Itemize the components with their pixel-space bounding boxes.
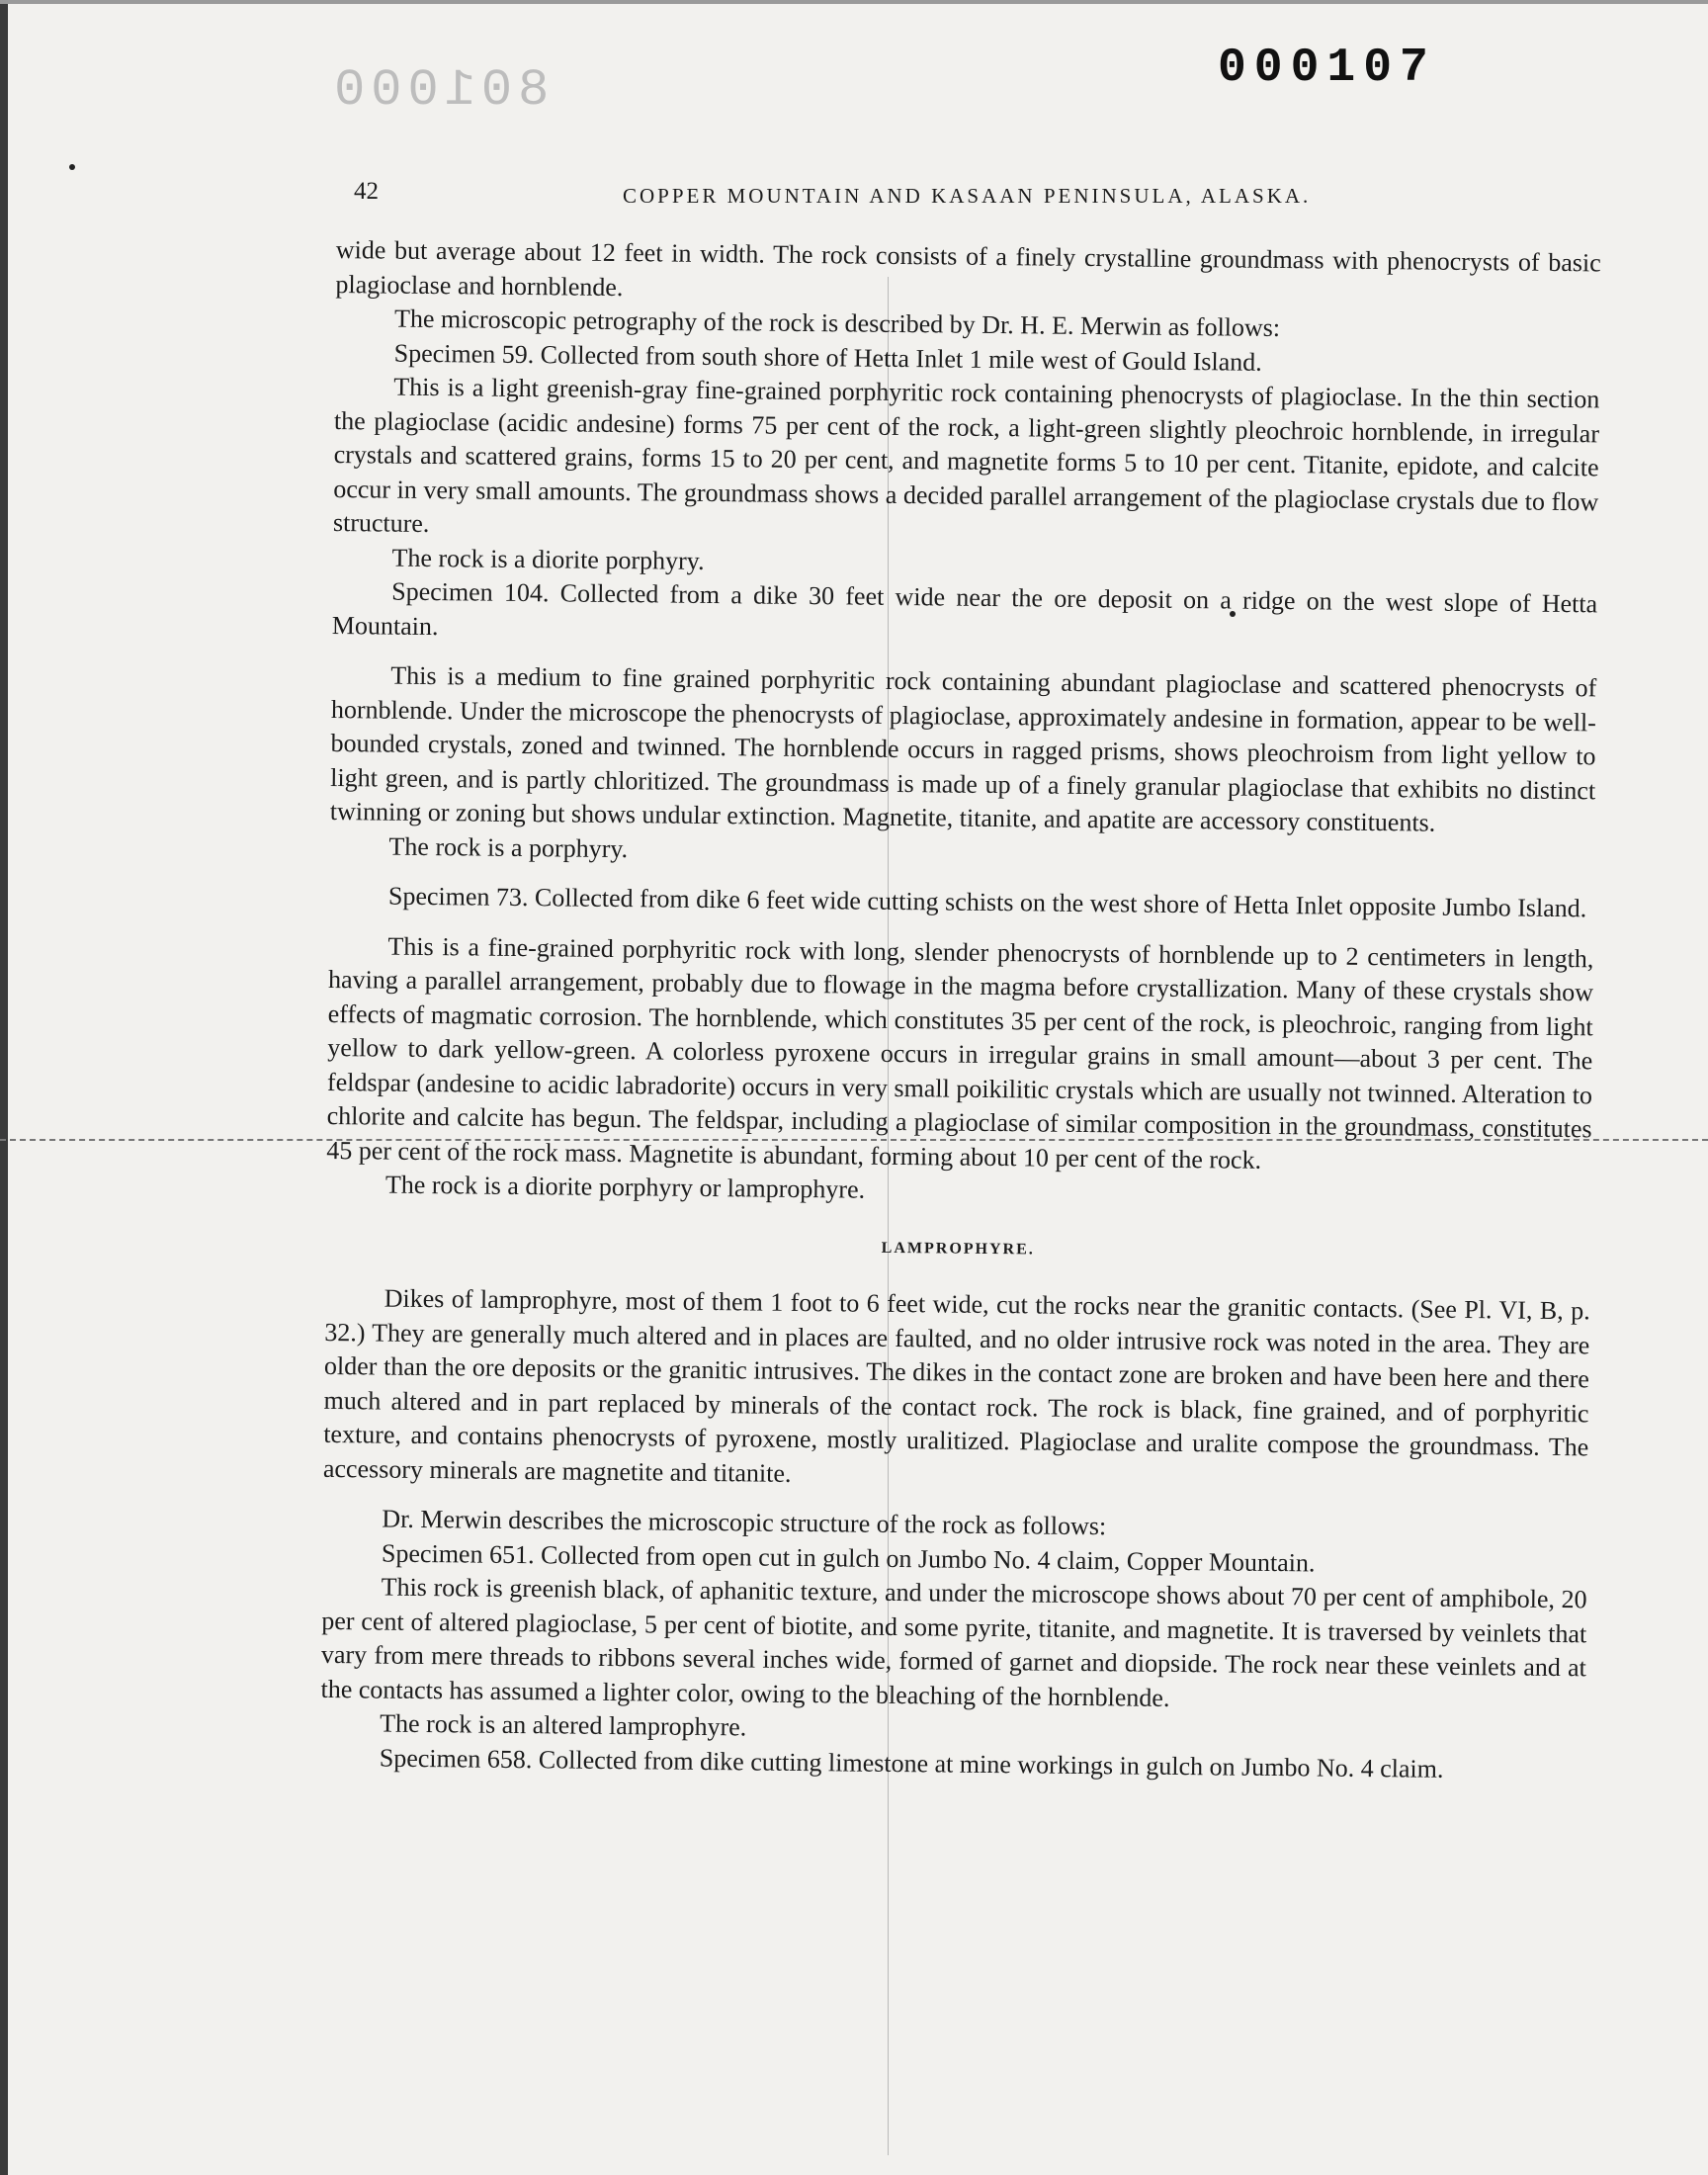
paragraph: The microscopic petrography of the rock is described by Dr. H. E. Merwin as follows: (393, 304, 1281, 343)
specimen-heading: Specimen 658. Collected from dike cutting limestone at mine workings in gulch on Jumbo No. 4 claim. (379, 1743, 1444, 1784)
paragraph: Dr. Merwin describes the microscopic structure of the rock as follows: (382, 1504, 1107, 1541)
paragraph: This is a fine-grained porphyritic rock with long, slender phenocrysts of hornblende up to 2 centimeters in length, having a parallel arrangement, probably due to flowage in the magma before crystallization. Many of these crystals show effects of magmatic corrosion. The hornblende, which constitutes 35 per cent of the rock, is pleochroic, ranging from light yellow to dark yellow-green. A colorless pyroxene occurs in irregular grains in small amount—about 3 per cent. The feldspar (andesine to acidic labradorite) occurs in very small poikilitic crystals which are usually not twinned. Alteration to chlorite and calcite has begun. The feldspar, including a plagioclase of similar composition in the groundmass, constitutes 45 per cent of the rock mass. Magnetite is abundant, forming about 10 per cent of the rock. (326, 931, 1594, 1174)
document-body (320, 233, 1601, 1787)
page-number: 42 (354, 178, 379, 205)
specimen-heading: Specimen 651. Collected from open cut in gulch on Jumbo No. 4 claim, Copper Mountain. (381, 1538, 1316, 1577)
specimen-heading: Specimen 59. Collected from south shore of Hetta Inlet 1 mile west of Gould Island. (393, 338, 1262, 377)
running-head: COPPER MOUNTAIN AND KASAAN PENINSULA, ALASKA. (623, 184, 1312, 208)
conclusion: The rock is a porphyry. (388, 831, 629, 863)
paragraph: This rock is greenish black, of aphanitic texture, and under the microscope shows about 70 per cent of amphibole, 20 per cent of altered plagioclase, 5 per cent of biotite, and some pyrite, titanite, and magnetite. It is traversed by veinlets that vary from mere threads to ribbons several inches wide, formed of garnet and diopside. The rock near these veinlets and at the contacts has assumed a lighter color, owing to the bleaching of the hornblende. (320, 1572, 1587, 1712)
conclusion: The rock is an altered lamprophyre. (380, 1708, 747, 1742)
paragraph: This is a medium to fine grained porphyritic rock containing abundant plagioclase and scattered phenocrysts of hornblende. Under the microscope the phenocrysts of plagioclase, approximately andesine in formation, appear to be well-bounded crystals, zoned and twinned. The hornblende occurs in ragged prisms, shows pleochroism from light yellow to light green, and is partly chloritized. The groundmass is made up of a finely granular plagioclase that exhibits no distinct twinning or zoning but shows undular extinction. Magnetite, titanite, and apatite are accessory constituents. (329, 660, 1597, 837)
scan-speck (69, 164, 75, 170)
conclusion: The rock is a diorite porphyry or lamprophyre. (384, 1170, 866, 1204)
paragraph: This is a light greenish-gray fine-grained porphyritic rock containing phenocrysts of plagioclase. In the thin section the plagioclase (acidic andesine) forms 75 per cent of the rock, a light-green slightly pleochroic hornblende, in irregular crystals and scattered grains, forms 15 to 20 per cent, and magnetite forms 5 to 10 per cent. Titanite, epidote, and calcite occur in very small amounts. The groundmass shows a decided parallel arrangement of the plagioclase crystals due to flow structure. (332, 372, 1600, 539)
specimen-heading: Specimen 104. Collected from a dike 30 feet wide near the ore deposit on a ridge on the west slope of Hetta Mountain. (331, 576, 1598, 641)
paragraph: wide but average about 12 feet in width. The rock consists of a finely crystalline groundmass with phenocrysts of basic plagioclase and hornblende. (335, 234, 1601, 302)
page-stamp-number: 000107 (1218, 42, 1436, 95)
scan-edge-top (0, 0, 1708, 4)
section-heading: LAMPROPHYRE. (881, 1239, 1035, 1258)
specimen-heading: Specimen 73. Collected from dike 6 feet wide cutting schists on the west shore of Hetta Inlet opposite Jumbo Island. (387, 881, 1587, 923)
bleed-through-stamp: 801000 (328, 61, 550, 120)
conclusion: The rock is a diorite porphyry. (391, 543, 705, 575)
paragraph: Dikes of lamprophyre, most of them 1 foot to 6 feet wide, cut the rocks near the granitic contacts. (See Pl. VI, B, p. 32.) They are generally much altered and in places are faulted, and no older intrusive rock was noted in the area. They are older than the ore deposits or the granitic intrusives. The dikes in the contact zone are broken and have been here and there much altered and in part replaced by minerals of the contact rock. The rock is black, fine grained, and of porphyritic texture, and contains phenocrysts of pyroxene, mostly uralitized. Plagioclase and uralite compose the groundmass. The accessory minerals are magnetite and titanite. (322, 1283, 1590, 1488)
scan-edge-left (0, 0, 8, 2175)
